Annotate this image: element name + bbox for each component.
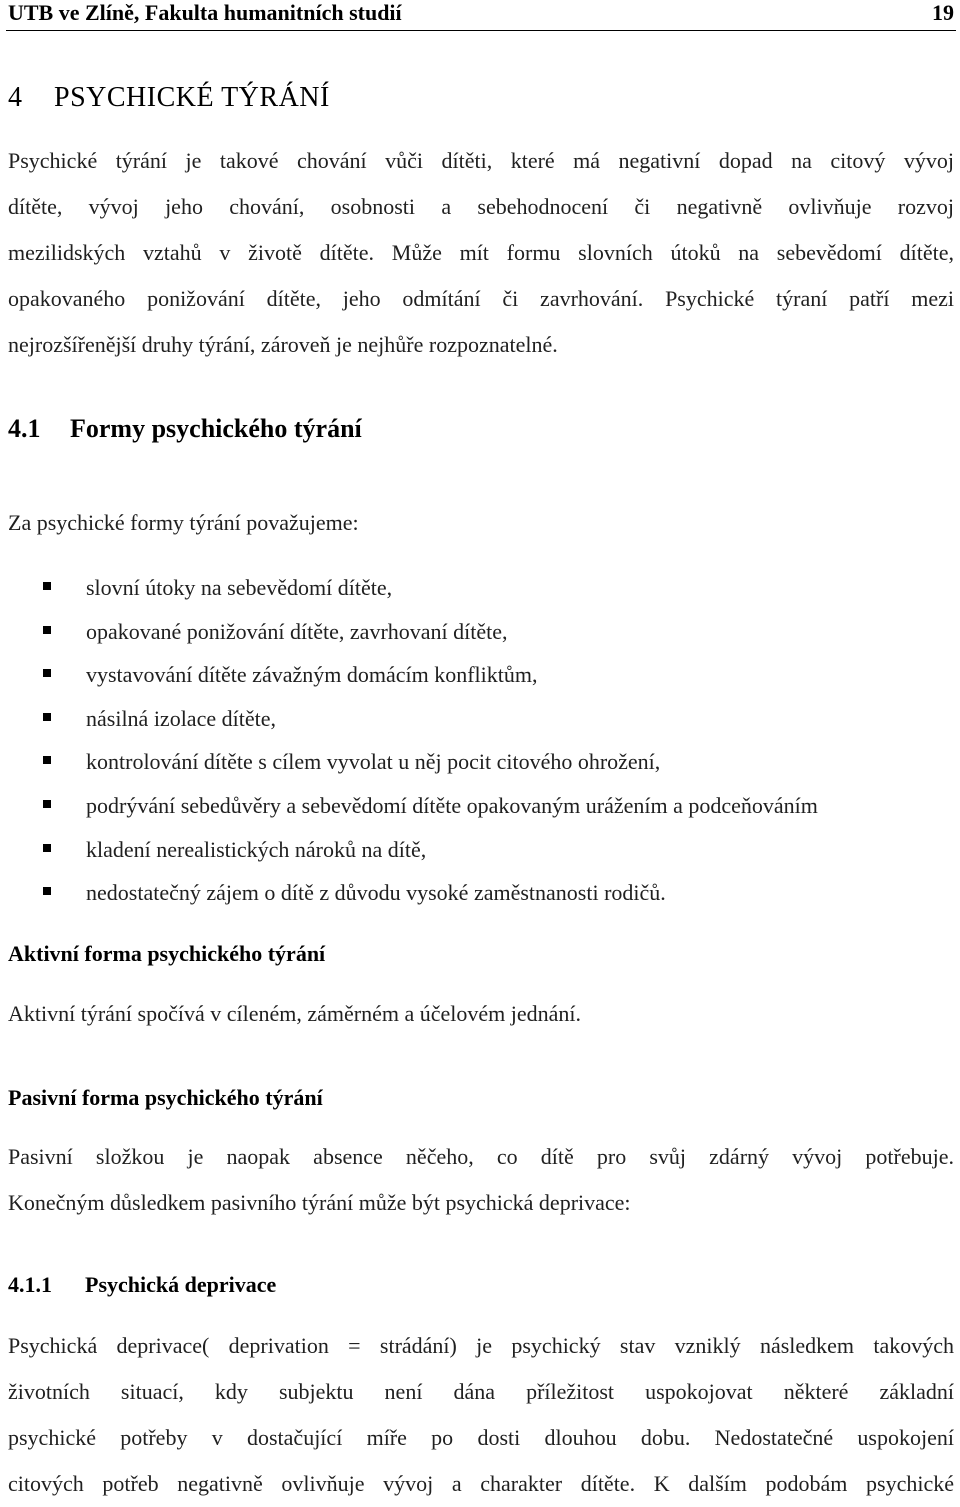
bullet-square-icon [43, 582, 51, 590]
header-title: UTB ve Zlíně, Fakulta humanitních studií [8, 0, 402, 25]
paragraph-line: opakovaného ponižování dítěte, jeho odmítání či zavrhování. Psychické týraní patří mezi [8, 286, 954, 311]
paragraph-line: Konečným důsledkem pasivního týrání může být psychická deprivace: [8, 1190, 631, 1215]
list-item [0, 697, 960, 741]
list-item [0, 610, 960, 654]
bullet-square-icon [43, 626, 51, 634]
bullet-square-icon [43, 800, 51, 808]
subsection-number: 4.1.1 [8, 1272, 52, 1297]
list-item-text: slovní útoky na sebevědomí dítěte, [86, 575, 393, 600]
paragraph-line: Aktivní týrání spočívá v cíleném, záměrném a účelovém jednání. [8, 1001, 582, 1026]
section-title: Formy psychického týrání [70, 414, 362, 443]
bullet-square-icon [43, 669, 51, 677]
paragraph-line: dítěte, vývoj jeho chování, osobnosti a sebehodnocení či negativně ovlivňuje rozvoj [8, 194, 954, 219]
paragraph-line: životních situací, kdy subjektu není dána příležitost uspokojovat některé základní [8, 1379, 954, 1404]
forms-intro-text: Za psychické formy týrání považujeme: [8, 510, 359, 535]
active-form-paragraph [8, 991, 954, 1037]
list-item-text: opakované ponižování dítěte, zavrhovaní dítěte, [86, 618, 508, 644]
bullet-square-icon [43, 887, 51, 895]
list-item [0, 740, 960, 784]
list-item [0, 784, 960, 828]
page-number: 19 [932, 0, 954, 25]
paragraph-line: Psychické týrání je takové chování vůči dítěti, které má negativní dopad na citový vývoj [8, 148, 954, 173]
chapter-number: 4 [8, 82, 23, 113]
paragraph-line: psychické potřeby v dostačující míře po dosti dlouhou dobu. Nedostatečné uspokojení [8, 1425, 954, 1450]
section-number: 4.1 [8, 414, 41, 443]
paragraph-line: mezilidských vztahů v životě dítěte. Může mít formu slovních útoků na sebevědomí dítěte, [8, 240, 954, 265]
paragraph-line: Psychická deprivace( deprivation = strádání) je psychický stav vzniklý následkem takových [8, 1333, 954, 1358]
page-header [6, 0, 956, 31]
list-item-text: kontrolování dítěte s cílem vyvolat u něj pocit citového ohrožení, [86, 749, 661, 775]
subsection-title: Psychická deprivace [85, 1272, 277, 1297]
subsection-heading [8, 1272, 276, 1298]
intro-paragraph [8, 138, 954, 368]
list-item-text: vystavování dítěte závažným domácím konfliktům, [86, 662, 538, 688]
list-item-text: nedostatečný zájem o dítě z důvodu vysoké zaměstnanosti rodičů. [86, 880, 666, 906]
chapter-title: PSYCHICKÉ TÝRÁNÍ [54, 82, 330, 113]
chapter-heading [8, 82, 330, 114]
forms-intro [8, 500, 954, 546]
list-item [0, 828, 960, 872]
bullet-square-icon [43, 713, 51, 721]
list-item [0, 871, 960, 915]
list-item-text: násilná izolace dítěte, [86, 705, 276, 731]
list-item [0, 653, 960, 697]
passive-form-heading: Pasivní forma psychického týrání [8, 1085, 323, 1110]
list-item-text: kladení nerealistických nároků na dítě, [86, 836, 427, 862]
list-item-text: podrývání sebedůvěry a sebevědomí dítěte opakovaným urážením a podceňováním [86, 792, 818, 818]
bullet-square-icon [43, 844, 51, 852]
forms-list [0, 566, 960, 915]
bullet-square-icon [43, 756, 51, 764]
paragraph-line: Pasivní složkou je naopak absence něčeho, co dítě pro svůj zdárný vývoj potřebuje. [8, 1144, 954, 1169]
active-form-heading: Aktivní forma psychického týrání [8, 941, 326, 966]
paragraph-line: nejrozšířenější druhy týrání, zároveň je nejhůře rozpoznatelné. [8, 332, 558, 357]
passive-form-paragraph [8, 1134, 954, 1226]
list-item [0, 566, 960, 610]
paragraph-line: citových potřeb negativně ovlivňuje vývoj a charakter dítěte. K dalším podobám psychické [8, 1471, 954, 1496]
section-heading [8, 414, 362, 444]
deprivation-paragraph [8, 1323, 954, 1507]
